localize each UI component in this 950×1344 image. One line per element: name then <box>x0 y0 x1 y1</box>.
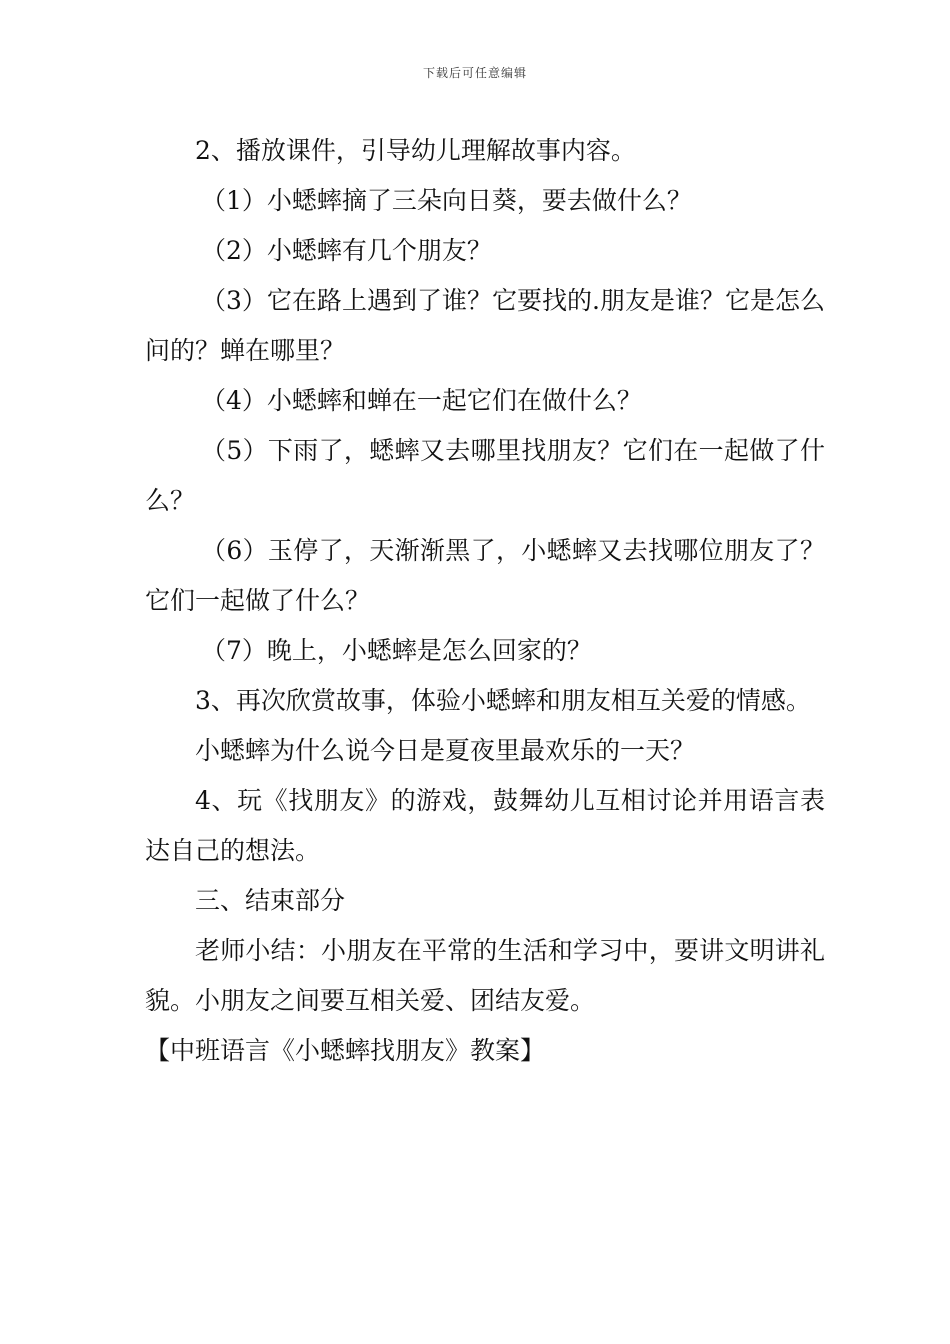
question-4: （4）小蟋蟀和蝉在一起它们在做什么？ <box>201 386 642 415</box>
question-6: （6）玉停了，天渐渐黑了，小蟋蟀又去找哪位朋友了？它们一起做了什么？ <box>145 536 825 615</box>
paragraph-step-4: 4、玩《找朋友》的游戏，鼓舞幼儿互相讨论并用语言表达自己的想法。 <box>145 786 825 865</box>
question-3: （3）它在路上遇到了谁？它要找的.朋友是谁？它是怎么问的？蝉在哪里？ <box>145 286 825 365</box>
paragraph-step-2: 2、播放课件，引导幼儿理解故事内容。 <box>195 136 636 165</box>
paragraph-step-3-question: 小蟋蟀为什么说今日是夏夜里最欢乐的一天？ <box>195 736 696 765</box>
question-2: （2）小蟋蟀有几个朋友？ <box>201 236 492 265</box>
paragraph-teacher-summary: 老师小结：小朋友在平常的生活和学习中，要讲文明讲礼貌。小朋友之间要互相关爱、团结友爱。 <box>145 936 825 1015</box>
page-header-note: 下载后可任意编辑 <box>422 66 527 80</box>
question-5: （5）下雨了，蟋蟀又去哪里找朋友？它们在一起做了什么？ <box>145 436 825 515</box>
question-1: （1）小蟋蟀摘了三朵向日葵，要去做什么？ <box>201 186 692 215</box>
section-heading-ending: 三、结束部分 <box>195 886 346 915</box>
document-body <box>145 126 825 1076</box>
question-7: （7）晚上，小蟋蟀是怎么回家的？ <box>201 636 592 665</box>
paragraph-step-3: 3、再次欣赏故事，体验小蟋蟀和朋友相互关爱的情感。 <box>195 686 811 715</box>
document-title-footer: 【中班语言《小蟋蟀找朋友》教案】 <box>145 1036 546 1065</box>
